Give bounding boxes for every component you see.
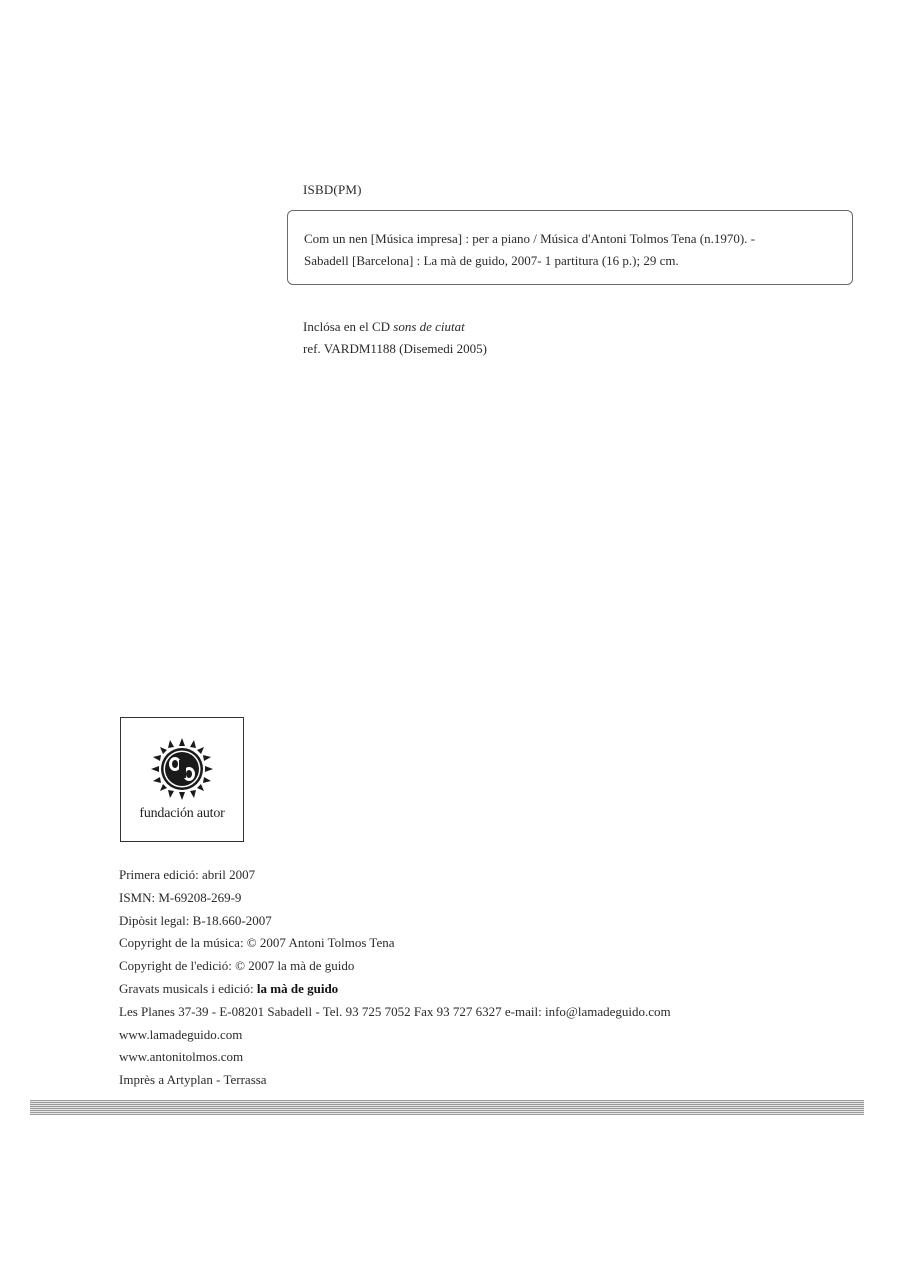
cd-info [303, 316, 487, 360]
printer: Imprès a Artyplan - Terrassa [119, 1072, 267, 1088]
isbd-label: ISBD(PM) [303, 182, 362, 197]
record-line-title: Com un nen [Música impresa] : per a piano / Música d'Antoni Tolmos Tena (n.1970). - [304, 231, 755, 246]
music-copyright: Copyright de la música: © 2007 Antoni Tolmos Tena [119, 935, 395, 951]
first-edition: Primera edició: abril 2007 [119, 867, 256, 882]
engraving-line [119, 978, 671, 1001]
cd-reference: ref. VARDM1188 (Disemedi 2005) [303, 341, 487, 356]
cd-title: sons de ciutat [393, 319, 465, 334]
footer-rule [30, 1100, 864, 1115]
engraving-name: la mà de guido [256, 980, 339, 996]
ismn: ISMN: M-69208-269-9 [119, 889, 242, 905]
edition-copyright: Copyright de l'edició: © 2007 la mà de guido [119, 958, 355, 974]
imprint-block [119, 864, 671, 1092]
fundacion-autor-sun-logo-icon [149, 736, 215, 802]
cd-inclusion-line [303, 316, 487, 338]
publisher-website: www.lamadeguido.com [119, 1026, 243, 1042]
publisher-address: Les Planes 37-39 - E-08201 Sabadell - Tel. 93 725 7052 Fax 93 727 6327 e-mail: info@lamadeguido.com [119, 1003, 671, 1019]
logo-caption: fundación autor [139, 806, 225, 821]
cd-prefix: Inclósa en el CD [303, 319, 394, 334]
legal-deposit: Dipòsit legal: B-18.660-2007 [119, 912, 272, 928]
engraving-prefix: Gravats musicals i edició: [119, 980, 257, 996]
bibliographic-record-box [287, 210, 853, 285]
fundacion-autor-logo [120, 717, 244, 842]
record-line-publication: Sabadell [Barcelona] : La mà de guido, 2007- 1 partitura (16 p.); 29 cm. [304, 253, 679, 268]
author-website: www.antonitolmos.com [119, 1049, 244, 1065]
